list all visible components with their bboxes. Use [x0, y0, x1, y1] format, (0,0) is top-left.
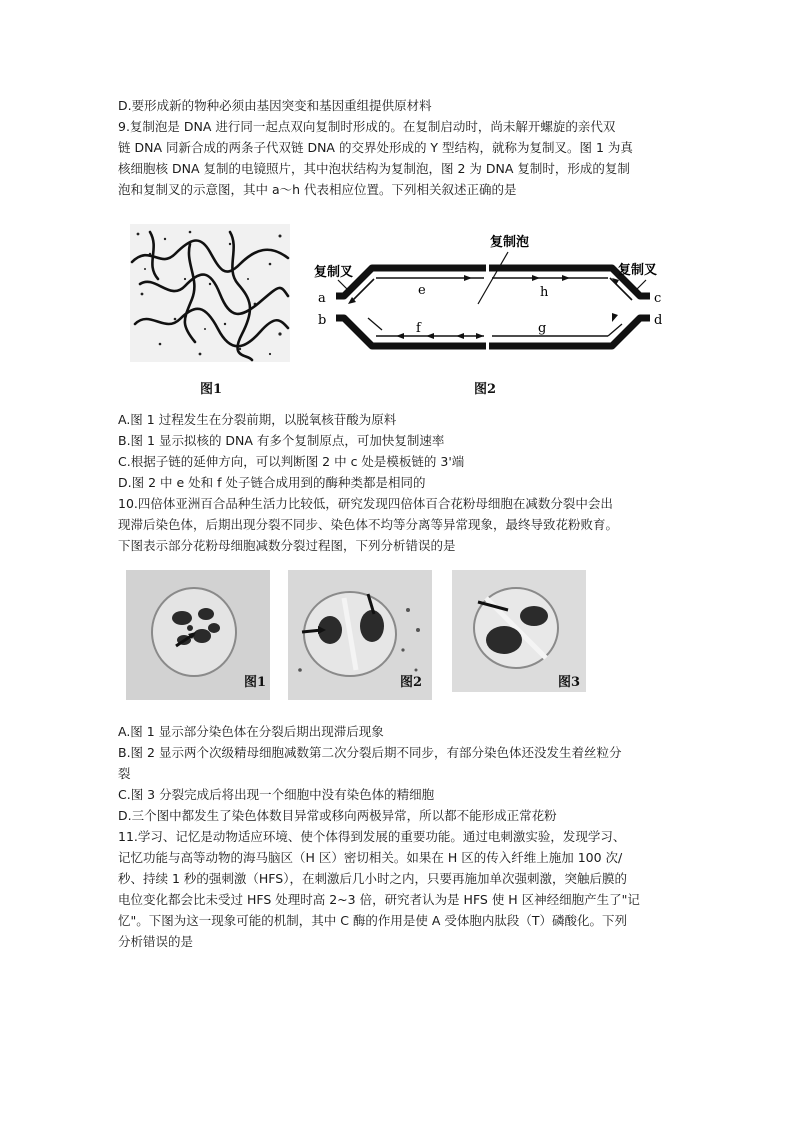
q9-fig1-caption: 图1	[200, 382, 223, 397]
q11-stem-line-3: 秒、持续 1 秒的强刺激（HFS），在刺激后几小时之内，只要再施加单次强刺激，突触后膜的	[118, 871, 627, 886]
q9-label-bubble: 复制泡	[490, 235, 530, 250]
q9-letter-f: f	[416, 321, 421, 336]
q9-letter-a: a	[318, 291, 326, 306]
q10-option-a: A.图 1 显示部分染色体在分裂后期出现滞后现象	[118, 724, 384, 739]
q9-option-a: A.图 1 过程发生在分裂前期，以脱氧核苷酸为原料	[118, 412, 397, 427]
q8-option-d: D.要形成新的物种必须由基因突变和基因重组提供原材料	[118, 98, 432, 113]
q10-fig1-caption: 图1	[244, 675, 267, 690]
q9-label-fork-left: 复制叉	[314, 265, 354, 280]
q11-stem-line-6: 分析错误的是	[118, 934, 194, 949]
q10-stem-line-1: 10.四倍体亚洲百合品种生活力比较低，研究发现四倍体百合花粉母细胞在减数分裂中会出	[118, 496, 613, 511]
q9-stem-line-2: 链 DNA 同新合成的两条子代双链 DNA 的交界处形成的 Y 型结构，就称为复制叉。图 1 为真	[118, 140, 633, 155]
q11-stem-line-5: 忆"。下图为这一现象可能的机制，其中 C 酶的作用是使 A 受体胞内肽段（T）磷酸化。下列	[118, 913, 628, 928]
q11-stem-line-2: 记忆功能与高等动物的海马脑区（H 区）密切相关。如果在 H 区的传入纤维上施加 100 次/	[118, 850, 623, 865]
q9-letter-b: b	[318, 313, 327, 328]
q10-option-b-cont: 裂	[118, 766, 131, 781]
q10-option-b: B.图 2 显示两个次级精母细胞减数第二次分裂后期不同步，有部分染色体还没发生着丝粒分	[118, 745, 622, 760]
q9-option-d: D.图 2 中 e 处和 f 处子链合成用到的酶种类都是相同的	[118, 475, 426, 490]
q9-fig2-caption: 图2	[474, 382, 497, 397]
q10-fig3-caption: 图3	[558, 675, 581, 690]
q10-stem-line-3: 下图表示部分花粉母细胞减数分裂过程图，下列分析错误的是	[118, 538, 456, 553]
q9-stem-line-4: 泡和复制叉的示意图，其中 a～h 代表相应位置。下列相关叙述正确的是	[118, 182, 517, 197]
q9-letter-d: d	[654, 313, 663, 328]
q9-fig2-diagram	[312, 226, 672, 372]
q9-letter-e: e	[418, 283, 426, 298]
q11-stem-line-1: 11.学习、记忆是动物适应环境、使个体得到发展的重要功能。通过电刺激实验，发现学习、	[118, 829, 626, 844]
q9-stem-line-1: 9.复制泡是 DNA 进行同一起点双向复制时形成的。在复制启动时，尚未解开螺旋的亲代双	[118, 119, 616, 134]
q11-stem-line-4: 电位变化都会比未受过 HFS 处理时高 2~3 倍，研究者认为是 HFS 使 H 区神经细胞产生了"记	[118, 892, 640, 907]
q10-stem-line-2: 现滞后染色体，后期出现分裂不同步、染色体不均等分离等异常现象，最终导致花粉败育。	[118, 517, 619, 532]
q10-option-c: C.图 3 分裂完成后将出现一个细胞中没有染色体的精细胞	[118, 787, 435, 802]
q10-fig2-caption: 图2	[400, 675, 423, 690]
q9-label-fork-right: 复制叉	[618, 263, 658, 278]
q9-letter-h: h	[540, 285, 549, 300]
q9-stem-line-3: 核细胞核 DNA 复制的电镜照片，其中泡状结构为复制泡，图 2 为 DNA 复制时，形成的复制	[118, 161, 630, 176]
q9-letter-c: c	[654, 291, 662, 306]
q9-fig1-photo	[130, 224, 290, 362]
q9-option-b: B.图 1 显示拟核的 DNA 有多个复制原点，可加快复制速率	[118, 433, 445, 448]
q9-option-c: C.根据子链的延伸方向，可以判断图 2 中 c 处是模板链的 3'端	[118, 454, 465, 469]
q9-letter-g: g	[538, 321, 547, 336]
q10-option-d: D.三个图中都发生了染色体数目异常或移向两极异常，所以都不能形成正常花粉	[118, 808, 557, 823]
